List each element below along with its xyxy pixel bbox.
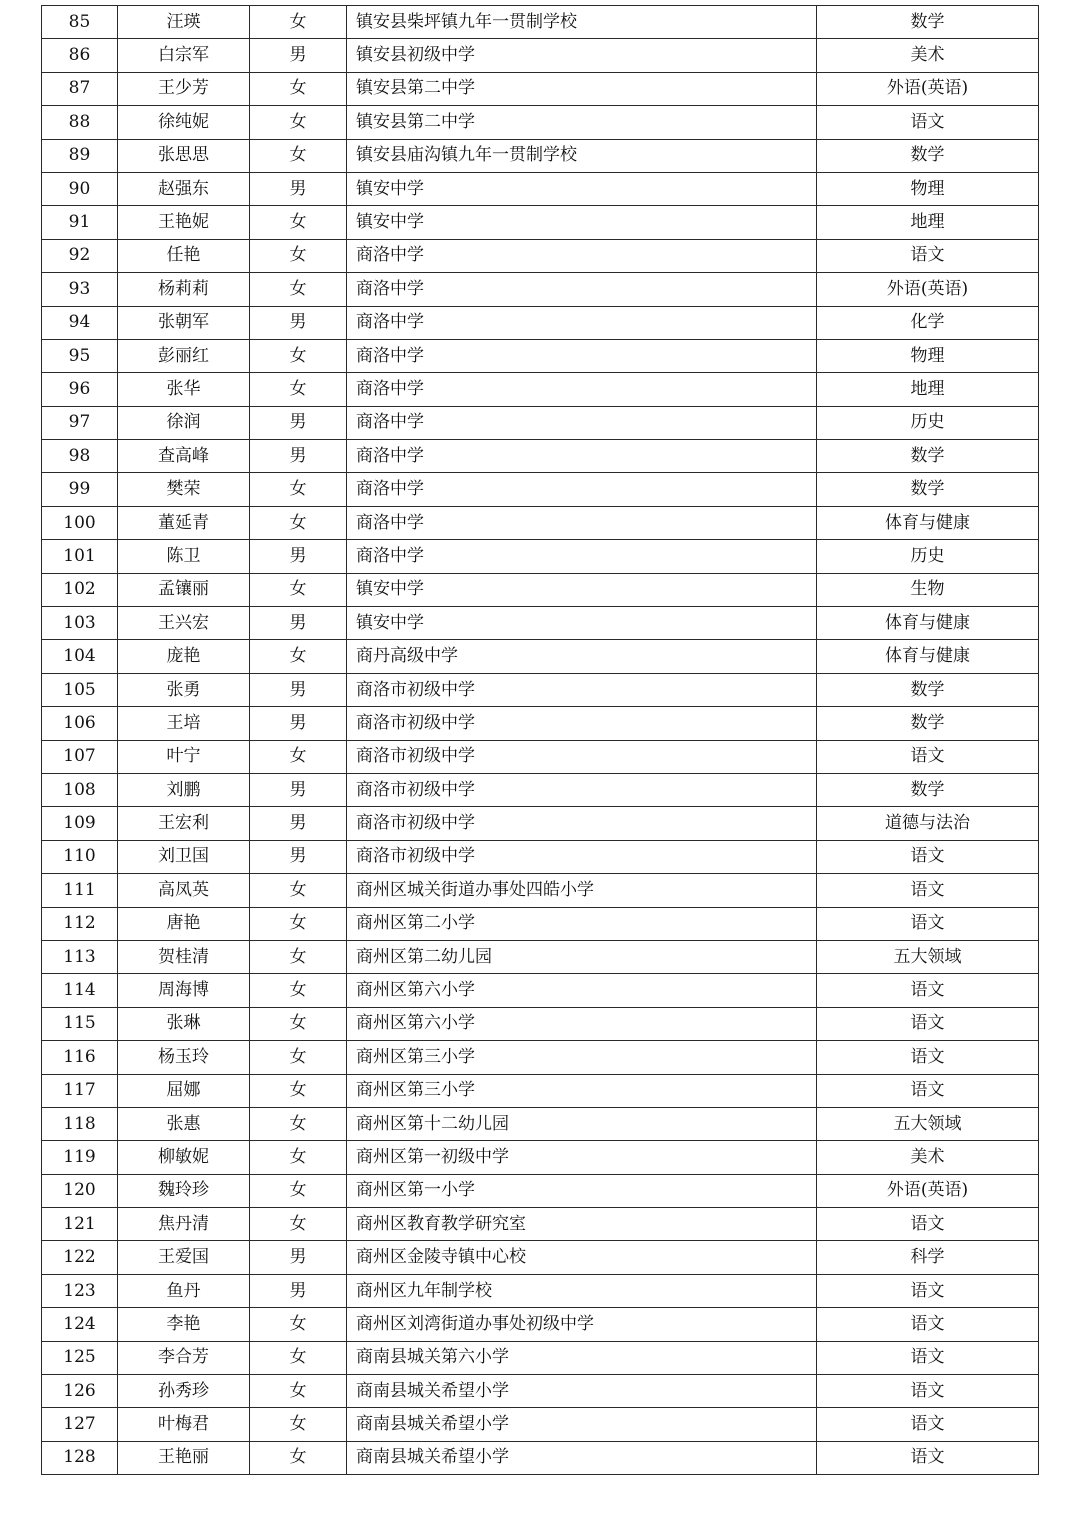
- subject-cell: 数学: [817, 473, 1039, 506]
- school-cell: 商洛中学: [347, 273, 817, 306]
- table-row: [42, 339, 1039, 372]
- table-row: [42, 6, 1039, 39]
- row-number-cell: 93: [42, 273, 118, 306]
- school-cell: 商州区第三小学: [347, 1074, 817, 1107]
- table-row: [42, 206, 1039, 239]
- school-cell: 镇安县第二中学: [347, 106, 817, 139]
- row-number-cell: 106: [42, 707, 118, 740]
- teacher-name-cell: 张琳: [118, 1007, 250, 1040]
- gender-cell: 男: [250, 773, 347, 806]
- table-row: [42, 1107, 1039, 1140]
- school-cell: 镇安中学: [347, 607, 817, 640]
- table-row: [42, 406, 1039, 439]
- row-number-cell: 102: [42, 573, 118, 606]
- row-number-cell: 119: [42, 1141, 118, 1174]
- subject-cell: 五大领域: [817, 1107, 1039, 1140]
- table-row: [42, 1007, 1039, 1040]
- subject-cell: 美术: [817, 39, 1039, 72]
- subject-cell: 外语(英语): [817, 1174, 1039, 1207]
- teacher-name-cell: 李艳: [118, 1308, 250, 1341]
- school-cell: 商洛中学: [347, 306, 817, 339]
- teacher-name-cell: 陈卫: [118, 540, 250, 573]
- school-cell: 镇安县初级中学: [347, 39, 817, 72]
- subject-cell: 外语(英语): [817, 72, 1039, 105]
- table-row: [42, 1041, 1039, 1074]
- school-cell: 商州区第一初级中学: [347, 1141, 817, 1174]
- teacher-name-cell: 杨玉玲: [118, 1041, 250, 1074]
- teacher-name-cell: 彭丽红: [118, 339, 250, 372]
- teacher-name-cell: 柳敏妮: [118, 1141, 250, 1174]
- gender-cell: 男: [250, 1241, 347, 1274]
- row-number-cell: 116: [42, 1041, 118, 1074]
- teacher-name-cell: 张华: [118, 373, 250, 406]
- table-row: [42, 139, 1039, 172]
- subject-cell: 美术: [817, 1141, 1039, 1174]
- table-row: [42, 1241, 1039, 1274]
- teacher-name-cell: 唐艳: [118, 907, 250, 940]
- row-number-cell: 124: [42, 1308, 118, 1341]
- table-row: [42, 273, 1039, 306]
- subject-cell: 物理: [817, 172, 1039, 205]
- gender-cell: 男: [250, 406, 347, 439]
- gender-cell: 女: [250, 573, 347, 606]
- subject-cell: 历史: [817, 540, 1039, 573]
- teacher-name-cell: 白宗军: [118, 39, 250, 72]
- gender-cell: 女: [250, 1308, 347, 1341]
- table-row: [42, 773, 1039, 806]
- row-number-cell: 89: [42, 139, 118, 172]
- school-cell: 商州区教育教学研究室: [347, 1208, 817, 1241]
- row-number-cell: 101: [42, 540, 118, 573]
- gender-cell: 女: [250, 1007, 347, 1040]
- table-row: [42, 907, 1039, 940]
- table-row: [42, 1208, 1039, 1241]
- table-row: [42, 974, 1039, 1007]
- teacher-name-cell: 杨莉莉: [118, 273, 250, 306]
- row-number-cell: 123: [42, 1274, 118, 1307]
- row-number-cell: 109: [42, 807, 118, 840]
- table-row: [42, 607, 1039, 640]
- teacher-name-cell: 孟镶丽: [118, 573, 250, 606]
- school-cell: 商洛中学: [347, 239, 817, 272]
- school-cell: 商州区第六小学: [347, 974, 817, 1007]
- school-cell: 镇安中学: [347, 206, 817, 239]
- teacher-name-cell: 周海博: [118, 974, 250, 1007]
- subject-cell: 语文: [817, 1041, 1039, 1074]
- school-cell: 商洛中学: [347, 440, 817, 473]
- roster-table: [41, 5, 1039, 1475]
- table-row: [42, 440, 1039, 473]
- teacher-name-cell: 高凤英: [118, 874, 250, 907]
- row-number-cell: 96: [42, 373, 118, 406]
- gender-cell: 女: [250, 139, 347, 172]
- teacher-name-cell: 屈娜: [118, 1074, 250, 1107]
- subject-cell: 语文: [817, 1375, 1039, 1408]
- table-row: [42, 1174, 1039, 1207]
- table-row: [42, 740, 1039, 773]
- subject-cell: 化学: [817, 306, 1039, 339]
- teacher-name-cell: 樊荣: [118, 473, 250, 506]
- table-row: [42, 106, 1039, 139]
- table-row: [42, 1141, 1039, 1174]
- gender-cell: 女: [250, 1375, 347, 1408]
- gender-cell: 女: [250, 940, 347, 973]
- table-row: [42, 1441, 1039, 1474]
- school-cell: 商州区第一小学: [347, 1174, 817, 1207]
- subject-cell: 科学: [817, 1241, 1039, 1274]
- teacher-name-cell: 王艳妮: [118, 206, 250, 239]
- gender-cell: 男: [250, 673, 347, 706]
- school-cell: 商洛中学: [347, 506, 817, 539]
- table-row: [42, 1375, 1039, 1408]
- teacher-name-cell: 张朝军: [118, 306, 250, 339]
- row-number-cell: 88: [42, 106, 118, 139]
- teacher-name-cell: 任艳: [118, 239, 250, 272]
- teacher-name-cell: 鱼丹: [118, 1274, 250, 1307]
- gender-cell: 女: [250, 1074, 347, 1107]
- row-number-cell: 120: [42, 1174, 118, 1207]
- teacher-name-cell: 王宏利: [118, 807, 250, 840]
- school-cell: 镇安中学: [347, 573, 817, 606]
- gender-cell: 女: [250, 206, 347, 239]
- subject-cell: 物理: [817, 339, 1039, 372]
- teacher-name-cell: 焦丹清: [118, 1208, 250, 1241]
- row-number-cell: 100: [42, 506, 118, 539]
- row-number-cell: 104: [42, 640, 118, 673]
- gender-cell: 男: [250, 39, 347, 72]
- gender-cell: 男: [250, 707, 347, 740]
- row-number-cell: 94: [42, 306, 118, 339]
- subject-cell: 数学: [817, 139, 1039, 172]
- row-number-cell: 97: [42, 406, 118, 439]
- row-number-cell: 111: [42, 874, 118, 907]
- school-cell: 商洛市初级中学: [347, 773, 817, 806]
- gender-cell: 女: [250, 974, 347, 1007]
- gender-cell: 男: [250, 440, 347, 473]
- school-cell: 镇安县柴坪镇九年一贯制学校: [347, 6, 817, 39]
- row-number-cell: 121: [42, 1208, 118, 1241]
- row-number-cell: 108: [42, 773, 118, 806]
- row-number-cell: 127: [42, 1408, 118, 1441]
- teacher-name-cell: 王培: [118, 707, 250, 740]
- row-number-cell: 98: [42, 440, 118, 473]
- row-number-cell: 122: [42, 1241, 118, 1274]
- subject-cell: 语文: [817, 874, 1039, 907]
- school-cell: 商南县城关第六小学: [347, 1341, 817, 1374]
- school-cell: 镇安中学: [347, 172, 817, 205]
- school-cell: 商南县城关希望小学: [347, 1375, 817, 1408]
- gender-cell: 女: [250, 273, 347, 306]
- teacher-name-cell: 徐润: [118, 406, 250, 439]
- table-row: [42, 840, 1039, 873]
- subject-cell: 地理: [817, 206, 1039, 239]
- row-number-cell: 99: [42, 473, 118, 506]
- teacher-name-cell: 魏玲珍: [118, 1174, 250, 1207]
- subject-cell: 生物: [817, 573, 1039, 606]
- school-cell: 商州区第二幼儿园: [347, 940, 817, 973]
- table-row: [42, 640, 1039, 673]
- gender-cell: 女: [250, 239, 347, 272]
- school-cell: 商州区第三小学: [347, 1041, 817, 1074]
- table-row: [42, 1308, 1039, 1341]
- teacher-name-cell: 叶宁: [118, 740, 250, 773]
- school-cell: 商洛中学: [347, 406, 817, 439]
- teacher-name-cell: 赵强东: [118, 172, 250, 205]
- teacher-name-cell: 李合芳: [118, 1341, 250, 1374]
- row-number-cell: 110: [42, 840, 118, 873]
- row-number-cell: 117: [42, 1074, 118, 1107]
- table-row: [42, 1341, 1039, 1374]
- gender-cell: 女: [250, 874, 347, 907]
- school-cell: 商洛中学: [347, 540, 817, 573]
- teacher-name-cell: 查高峰: [118, 440, 250, 473]
- subject-cell: 数学: [817, 6, 1039, 39]
- gender-cell: 女: [250, 1107, 347, 1140]
- teacher-name-cell: 王艳丽: [118, 1441, 250, 1474]
- table-row: [42, 473, 1039, 506]
- gender-cell: 女: [250, 106, 347, 139]
- school-cell: 商洛中学: [347, 373, 817, 406]
- gender-cell: 男: [250, 306, 347, 339]
- subject-cell: 道德与法治: [817, 807, 1039, 840]
- school-cell: 商州区金陵寺镇中心校: [347, 1241, 817, 1274]
- teacher-name-cell: 刘卫国: [118, 840, 250, 873]
- row-number-cell: 95: [42, 339, 118, 372]
- gender-cell: 男: [250, 1274, 347, 1307]
- row-number-cell: 87: [42, 72, 118, 105]
- subject-cell: 语文: [817, 1208, 1039, 1241]
- school-cell: 商洛市初级中学: [347, 840, 817, 873]
- teacher-name-cell: 孙秀珍: [118, 1375, 250, 1408]
- subject-cell: 体育与健康: [817, 640, 1039, 673]
- roster-table-body: [42, 6, 1039, 1475]
- gender-cell: 女: [250, 1208, 347, 1241]
- school-cell: 商洛市初级中学: [347, 807, 817, 840]
- school-cell: 商洛中学: [347, 473, 817, 506]
- school-cell: 商州区第十二幼儿园: [347, 1107, 817, 1140]
- row-number-cell: 85: [42, 6, 118, 39]
- school-cell: 商南县城关希望小学: [347, 1408, 817, 1441]
- school-cell: 商洛市初级中学: [347, 673, 817, 706]
- school-cell: 商州区第二小学: [347, 907, 817, 940]
- table-row: [42, 540, 1039, 573]
- subject-cell: 语文: [817, 840, 1039, 873]
- subject-cell: 语文: [817, 1074, 1039, 1107]
- gender-cell: 男: [250, 807, 347, 840]
- gender-cell: 女: [250, 1141, 347, 1174]
- row-number-cell: 115: [42, 1007, 118, 1040]
- gender-cell: 女: [250, 506, 347, 539]
- subject-cell: 数学: [817, 773, 1039, 806]
- school-cell: 商州区刘湾街道办事处初级中学: [347, 1308, 817, 1341]
- school-cell: 商州区城关街道办事处四皓小学: [347, 874, 817, 907]
- gender-cell: 女: [250, 740, 347, 773]
- subject-cell: 体育与健康: [817, 607, 1039, 640]
- row-number-cell: 90: [42, 172, 118, 205]
- subject-cell: 数学: [817, 673, 1039, 706]
- row-number-cell: 105: [42, 673, 118, 706]
- table-row: [42, 807, 1039, 840]
- school-cell: 商洛市初级中学: [347, 707, 817, 740]
- row-number-cell: 125: [42, 1341, 118, 1374]
- subject-cell: 语文: [817, 1441, 1039, 1474]
- table-row: [42, 874, 1039, 907]
- row-number-cell: 128: [42, 1441, 118, 1474]
- teacher-name-cell: 叶梅君: [118, 1408, 250, 1441]
- row-number-cell: 126: [42, 1375, 118, 1408]
- subject-cell: 语文: [817, 974, 1039, 1007]
- gender-cell: 男: [250, 172, 347, 205]
- gender-cell: 女: [250, 1441, 347, 1474]
- gender-cell: 女: [250, 640, 347, 673]
- table-row: [42, 239, 1039, 272]
- gender-cell: 女: [250, 1174, 347, 1207]
- teacher-name-cell: 徐纯妮: [118, 106, 250, 139]
- school-cell: 商州区九年制学校: [347, 1274, 817, 1307]
- table-row: [42, 1074, 1039, 1107]
- subject-cell: 语文: [817, 1274, 1039, 1307]
- gender-cell: 女: [250, 907, 347, 940]
- gender-cell: 女: [250, 339, 347, 372]
- table-row: [42, 506, 1039, 539]
- subject-cell: 体育与健康: [817, 506, 1039, 539]
- gender-cell: 女: [250, 1408, 347, 1441]
- table-row: [42, 72, 1039, 105]
- table-row: [42, 39, 1039, 72]
- subject-cell: 语文: [817, 106, 1039, 139]
- table-row: [42, 306, 1039, 339]
- subject-cell: 语文: [817, 1408, 1039, 1441]
- table-row: [42, 673, 1039, 706]
- teacher-name-cell: 王爱国: [118, 1241, 250, 1274]
- gender-cell: 男: [250, 840, 347, 873]
- row-number-cell: 86: [42, 39, 118, 72]
- subject-cell: 语文: [817, 907, 1039, 940]
- row-number-cell: 118: [42, 1107, 118, 1140]
- school-cell: 商州区第六小学: [347, 1007, 817, 1040]
- subject-cell: 地理: [817, 373, 1039, 406]
- row-number-cell: 91: [42, 206, 118, 239]
- teacher-name-cell: 王兴宏: [118, 607, 250, 640]
- subject-cell: 语文: [817, 1007, 1039, 1040]
- table-row: [42, 707, 1039, 740]
- subject-cell: 数学: [817, 440, 1039, 473]
- teacher-name-cell: 庞艳: [118, 640, 250, 673]
- teacher-name-cell: 张思思: [118, 139, 250, 172]
- gender-cell: 女: [250, 1041, 347, 1074]
- row-number-cell: 103: [42, 607, 118, 640]
- teacher-name-cell: 王少芳: [118, 72, 250, 105]
- table-row: [42, 373, 1039, 406]
- subject-cell: 语文: [817, 740, 1039, 773]
- gender-cell: 女: [250, 373, 347, 406]
- teacher-name-cell: 张惠: [118, 1107, 250, 1140]
- gender-cell: 女: [250, 72, 347, 105]
- school-cell: 商洛中学: [347, 339, 817, 372]
- school-cell: 商洛市初级中学: [347, 740, 817, 773]
- subject-cell: 历史: [817, 406, 1039, 439]
- gender-cell: 女: [250, 1341, 347, 1374]
- row-number-cell: 114: [42, 974, 118, 1007]
- table-row: [42, 940, 1039, 973]
- school-cell: 商丹高级中学: [347, 640, 817, 673]
- subject-cell: 五大领域: [817, 940, 1039, 973]
- teacher-name-cell: 贺桂清: [118, 940, 250, 973]
- gender-cell: 男: [250, 540, 347, 573]
- school-cell: 商南县城关希望小学: [347, 1441, 817, 1474]
- subject-cell: 语文: [817, 239, 1039, 272]
- gender-cell: 女: [250, 473, 347, 506]
- teacher-name-cell: 汪瑛: [118, 6, 250, 39]
- table-row: [42, 172, 1039, 205]
- row-number-cell: 113: [42, 940, 118, 973]
- teacher-name-cell: 董延青: [118, 506, 250, 539]
- table-row: [42, 573, 1039, 606]
- gender-cell: 女: [250, 6, 347, 39]
- subject-cell: 语文: [817, 1308, 1039, 1341]
- row-number-cell: 107: [42, 740, 118, 773]
- table-row: [42, 1408, 1039, 1441]
- subject-cell: 语文: [817, 1341, 1039, 1374]
- school-cell: 镇安县庙沟镇九年一贯制学校: [347, 139, 817, 172]
- subject-cell: 外语(英语): [817, 273, 1039, 306]
- teacher-name-cell: 张勇: [118, 673, 250, 706]
- subject-cell: 数学: [817, 707, 1039, 740]
- row-number-cell: 92: [42, 239, 118, 272]
- table-row: [42, 1274, 1039, 1307]
- gender-cell: 男: [250, 607, 347, 640]
- teacher-name-cell: 刘鹏: [118, 773, 250, 806]
- school-cell: 镇安县第二中学: [347, 72, 817, 105]
- row-number-cell: 112: [42, 907, 118, 940]
